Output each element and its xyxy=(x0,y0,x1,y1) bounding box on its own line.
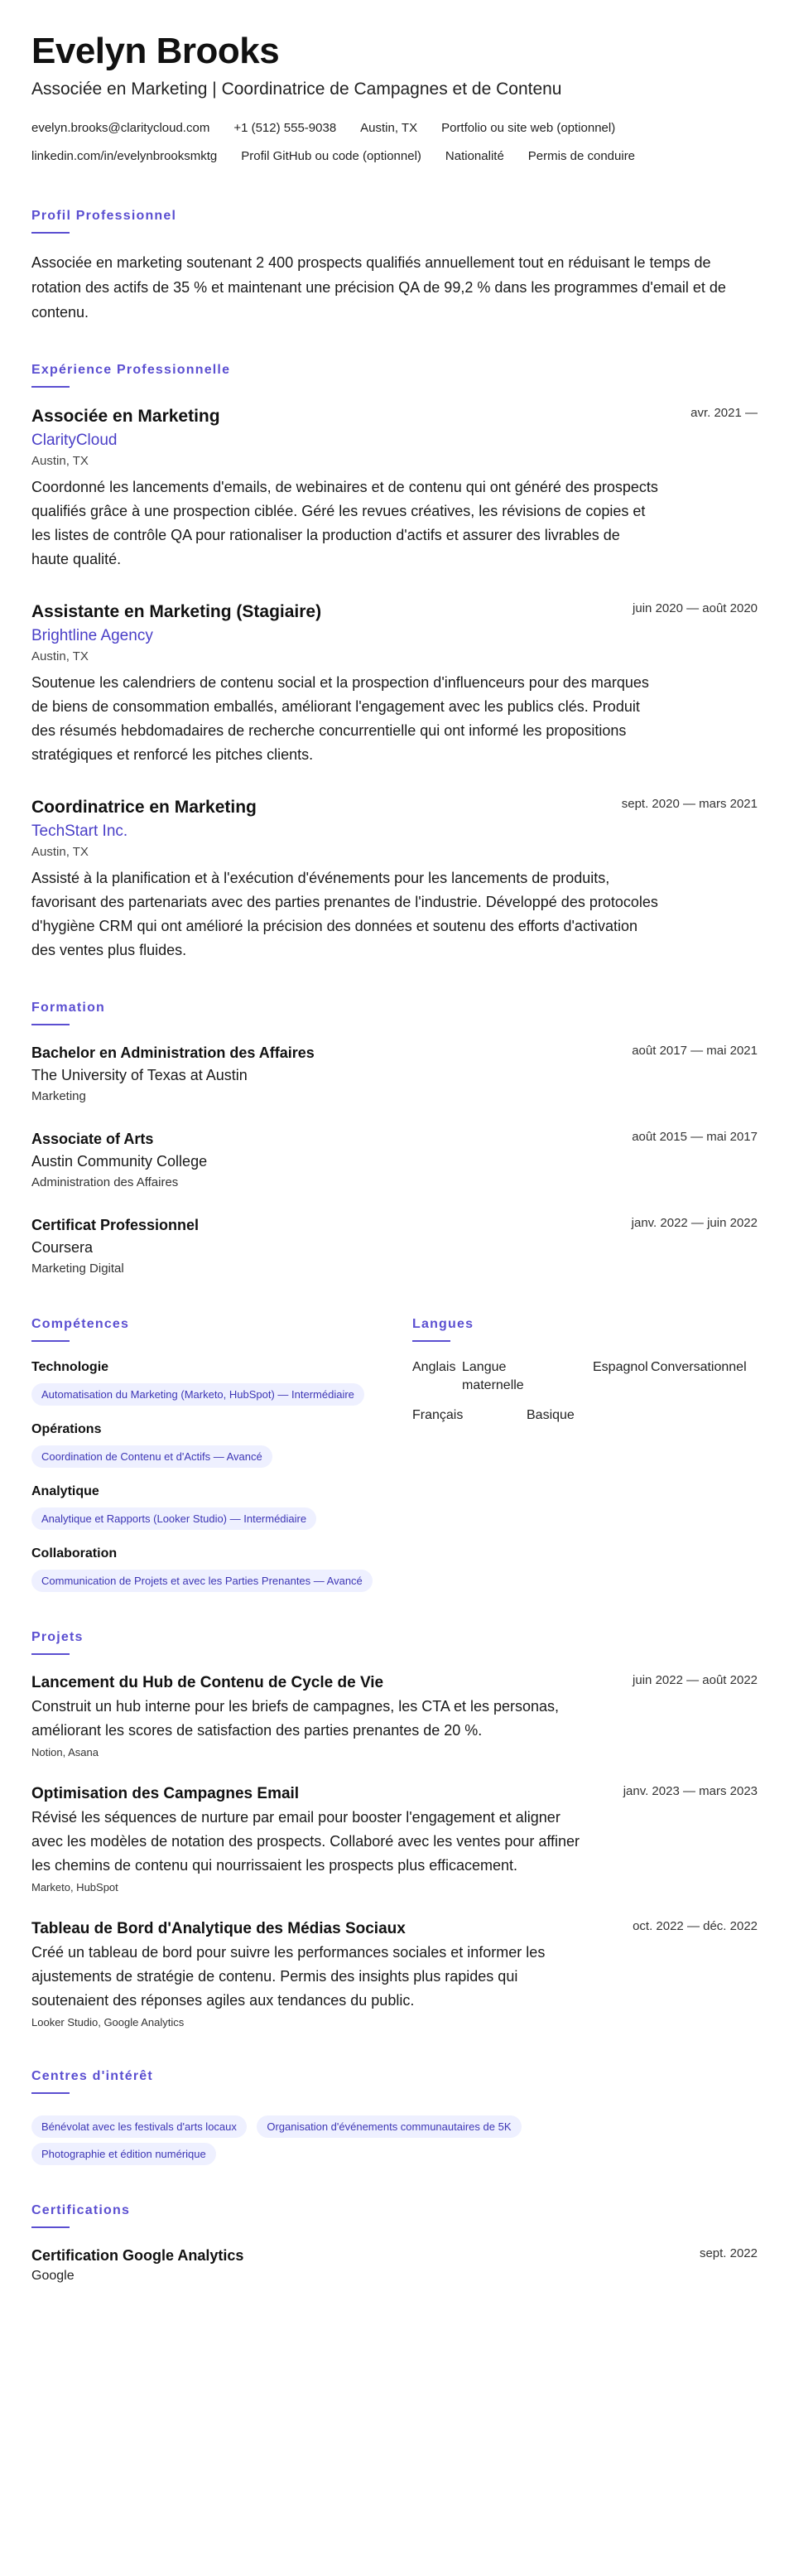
skill-category: Analytique xyxy=(31,1484,99,1498)
experience-location: Austin, TX xyxy=(31,649,89,663)
interest-chip-list xyxy=(31,2110,628,2165)
skills-languages-row xyxy=(31,1315,758,1592)
contact-driving-license: Permis de conduire xyxy=(527,149,636,163)
contact-linkedin[interactable]: linkedin.com/in/evelynbrooksmktg xyxy=(31,149,218,163)
experience-section xyxy=(31,361,758,962)
language-name: Espagnol xyxy=(593,1360,648,1374)
experience-company[interactable]: TechStart Inc. xyxy=(31,822,128,840)
section-title-skills: Compétences xyxy=(31,1317,130,1331)
experience-location: Austin, TX xyxy=(31,845,89,859)
project-description: Révisé les séquences de nurture par email pour booster l'engagement et aligner avec les modèles de notation des prospects. Collaboré avec les ventes pour affiner les chemins de contenu qui nourrissaient les prospects plus efficacement. xyxy=(31,1809,580,1874)
section-title-certifications: Certifications xyxy=(31,2203,131,2217)
project-name: Tableau de Bord d'Analytique des Médias Sociaux xyxy=(31,1920,406,1937)
project-dates: janv. 2023 — mars 2023 xyxy=(623,1784,758,1798)
education-degree: Bachelor en Administration des Affaires xyxy=(31,1044,315,1061)
section-divider xyxy=(31,2226,70,2228)
project-name: Optimisation des Campagnes Email xyxy=(31,1785,300,1802)
contact-nationality: Nationalité xyxy=(445,149,504,163)
education-entry xyxy=(31,1214,758,1279)
experience-location: Austin, TX xyxy=(31,454,89,468)
certifications-section xyxy=(31,2202,758,2286)
languages-section xyxy=(412,1315,756,1592)
language-row xyxy=(412,1406,756,1425)
interest-chip: Organisation d'événements communautaires de 5K xyxy=(257,2115,521,2138)
experience-role: Coordinatrice en Marketing xyxy=(31,798,257,817)
candidate-headline: Associée en Marketing | Coordinatrice de Campagnes et de Contenu xyxy=(31,80,562,99)
contact-location: Austin, TX xyxy=(360,121,418,135)
education-field: Marketing xyxy=(31,1089,86,1103)
contact-portfolio[interactable]: Portfolio ou site web (optionnel) xyxy=(441,121,616,135)
skill-chip: Communication de Projets et avec les Parties Prenantes — Avancé xyxy=(31,1570,373,1592)
education-school: The University of Texas at Austin xyxy=(31,1067,248,1083)
skill-chip: Automatisation du Marketing (Marketo, HubSpot) — Intermédiaire xyxy=(31,1383,364,1406)
certification-issuer: Google xyxy=(31,2269,75,2283)
education-entry xyxy=(31,1042,758,1107)
section-divider xyxy=(412,1340,450,1342)
project-entry xyxy=(31,1672,758,1761)
contact-email[interactable]: evelyn.brooks@claritycloud.com xyxy=(31,121,210,135)
candidate-name: Evelyn Brooks xyxy=(31,31,280,71)
project-tech: Looker Studio, Google Analytics xyxy=(31,2016,185,2028)
language-name: Français xyxy=(412,1408,464,1422)
project-dates: oct. 2022 — déc. 2022 xyxy=(633,1919,758,1933)
project-tech: Notion, Asana xyxy=(31,1746,99,1758)
project-description: Construit un hub interne pour les briefs de campagnes, les CTA et les personas, améliorant les scores de satisfaction des parties prenantes de 20 %. xyxy=(31,1698,560,1739)
experience-description: Assisté à la planification et à l'exécution d'événements pour les lancements de produits, favorisant des partenariats avec des parties prenantes de l'industrie. Développé des protocoles d'hygiène CRM qui ont amélioré la précision des données et soutenu des efforts d'activation des ventes plus fluides. xyxy=(31,870,658,958)
project-name: Lancement du Hub de Contenu de Cycle de Vie xyxy=(31,1674,384,1691)
section-title-projects: Projets xyxy=(31,1630,84,1644)
experience-description: Coordonné les lancements d'emails, de webinaires et de contenu qui ont généré des prospects qualifiés grâce à une prospection ciblée. Géré les revues créatives, les révisions de copies et les listes de contrôle QA pour rationaliser la production d'actifs et assurer des livrables de haute qualité. xyxy=(31,479,658,567)
section-divider xyxy=(31,232,70,234)
certification-entry xyxy=(31,2245,758,2286)
experience-role: Assistante en Marketing (Stagiaire) xyxy=(31,602,322,621)
experience-company[interactable]: ClarityCloud xyxy=(31,432,118,449)
project-entry xyxy=(31,1918,758,2031)
experience-entry xyxy=(31,795,758,962)
contact-list xyxy=(31,114,758,171)
interest-chip: Photographie et édition numérique xyxy=(31,2143,216,2165)
summary-section xyxy=(31,207,758,325)
education-school: Coursera xyxy=(31,1239,94,1256)
experience-dates: sept. 2020 — mars 2021 xyxy=(621,797,758,811)
language-row xyxy=(412,1358,756,1395)
skill-category: Technologie xyxy=(31,1360,109,1374)
skill-chip: Coordination de Contenu et d'Actifs — Avancé xyxy=(31,1445,272,1468)
language-name: Anglais xyxy=(412,1360,456,1374)
education-field: Administration des Affaires xyxy=(31,1175,179,1189)
language-level: Conversationnel xyxy=(651,1360,747,1374)
section-divider xyxy=(31,1024,70,1025)
summary-text: Associée en marketing soutenant 2 400 prospects qualifiés annuellement tout en réduisant le temps de rotation des actifs de 35 % et maintenant une précision QA de 99,2 % dans les programmes d'email et de contenu. xyxy=(31,254,726,321)
education-degree: Associate of Arts xyxy=(31,1131,154,1147)
projects-section xyxy=(31,1628,758,2031)
language-level: Langue maternelle xyxy=(462,1360,524,1392)
experience-company[interactable]: Brightline Agency xyxy=(31,627,153,644)
section-title-education: Formation xyxy=(31,1001,106,1015)
project-dates: juin 2022 — août 2022 xyxy=(633,1673,758,1687)
education-field: Marketing Digital xyxy=(31,1261,124,1276)
education-entry xyxy=(31,1128,758,1193)
experience-description: Soutenue les calendriers de contenu social et la prospection d'influenceurs pour des marques de biens de consommation emballés, améliorant l'engagement avec les publics clés. Produit des résumés hebdomadaires de recherche concurrentielle qui ont informé les propositions stratégiques et renforcé les pitches clients. xyxy=(31,674,649,763)
resume-header xyxy=(31,28,758,171)
experience-entry xyxy=(31,404,758,572)
contact-phone[interactable]: +1 (512) 555-9038 xyxy=(233,121,337,135)
experience-role: Associée en Marketing xyxy=(31,407,220,426)
section-title-experience: Expérience Professionnelle xyxy=(31,363,231,377)
education-section xyxy=(31,999,758,1279)
certification-date: sept. 2022 xyxy=(699,2246,758,2260)
education-degree: Certificat Professionnel xyxy=(31,1217,200,1233)
experience-dates: avr. 2021 — xyxy=(690,406,758,420)
section-divider xyxy=(31,386,70,388)
section-title-summary: Profil Professionnel xyxy=(31,209,177,223)
contact-github[interactable]: Profil GitHub ou code (optionnel) xyxy=(241,149,421,163)
skill-category: Opérations xyxy=(31,1422,102,1436)
skill-category: Collaboration xyxy=(31,1546,118,1561)
certification-name: Certification Google Analytics xyxy=(31,2247,244,2264)
section-title-languages: Langues xyxy=(412,1317,474,1331)
project-entry xyxy=(31,1782,758,1896)
education-school: Austin Community College xyxy=(31,1153,208,1170)
interests-section xyxy=(31,2067,758,2165)
language-level: Basique xyxy=(527,1408,575,1422)
skills-section xyxy=(31,1315,379,1592)
project-description: Créé un tableau de bord pour suivre les performances sociales et informer les ajustements de stratégie de contenu. Permis des insights plus rapides qui soutenaient des réponses agiles aux tendances du public. xyxy=(31,1944,546,2009)
interest-chip: Bénévolat avec les festivals d'arts locaux xyxy=(31,2115,247,2138)
section-divider xyxy=(31,2092,70,2094)
education-dates: janv. 2022 — juin 2022 xyxy=(631,1216,758,1230)
section-divider xyxy=(31,1653,70,1655)
skill-chip: Analytique et Rapports (Looker Studio) — Intermédiaire xyxy=(31,1507,316,1530)
education-dates: août 2015 — mai 2017 xyxy=(632,1130,758,1144)
project-tech: Marketo, HubSpot xyxy=(31,1881,118,1893)
education-dates: août 2017 — mai 2021 xyxy=(632,1044,758,1058)
section-divider xyxy=(31,1340,70,1342)
section-title-interests: Centres d'intérêt xyxy=(31,2069,153,2083)
experience-entry xyxy=(31,600,758,767)
experience-dates: juin 2020 — août 2020 xyxy=(633,601,758,615)
